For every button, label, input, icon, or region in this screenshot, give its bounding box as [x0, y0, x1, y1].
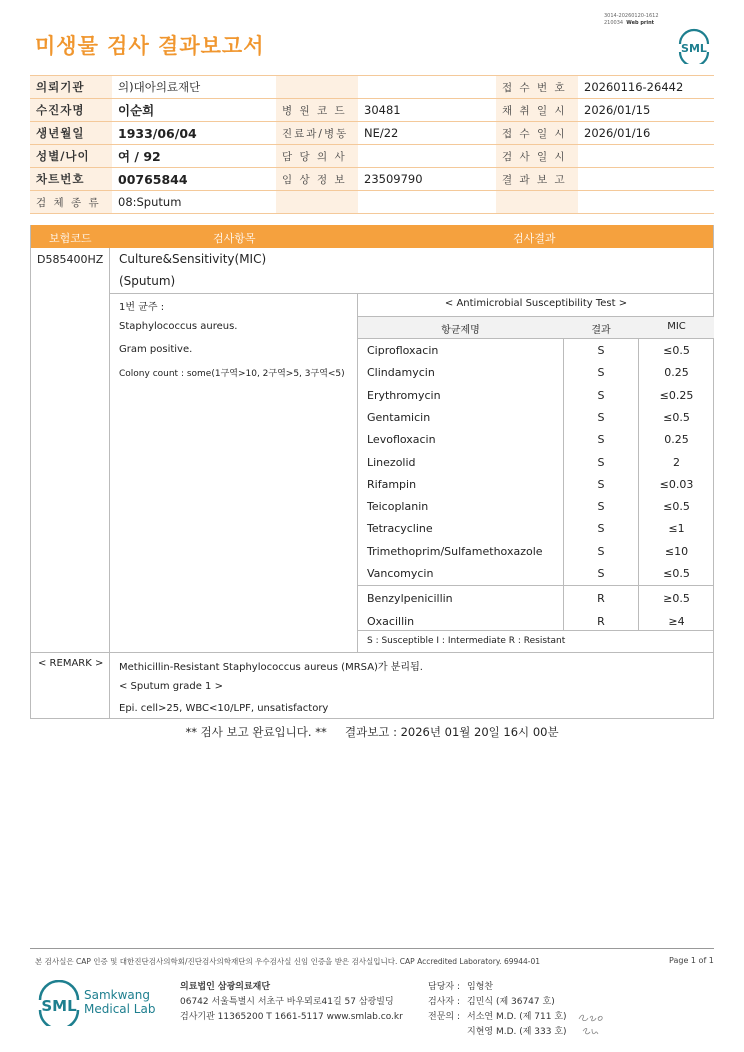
- sus-row: [358, 495, 714, 517]
- report-title: 미생물 검사 결과보고서: [35, 34, 265, 58]
- sus-row: [358, 610, 714, 632]
- info-value: [578, 145, 714, 168]
- staff-name: 서소연 M.D. (제 711 호): [467, 1012, 567, 1022]
- mic-value: ≥4: [668, 614, 685, 628]
- drug-name: Erythromycin: [367, 388, 441, 402]
- info-value: 1933/06/04: [112, 122, 276, 145]
- sus-col-mic: MIC: [667, 321, 686, 332]
- info-label: 진료과/병동: [276, 122, 358, 145]
- info-label: 채 취 일 시: [496, 99, 578, 122]
- drug-name: Vancomycin: [367, 567, 434, 580]
- staff-entry: [428, 980, 567, 995]
- info-label: 차트번호: [30, 168, 112, 191]
- info-label: 의뢰기관: [30, 76, 112, 99]
- logo-text-large: SML: [41, 997, 77, 1015]
- info-label: 접 수 번 호: [496, 76, 578, 99]
- print-id-line1: 3014-20260120-1612: [604, 13, 659, 19]
- sus-row: [358, 384, 714, 406]
- info-label: 병 원 코 드: [276, 99, 358, 122]
- colony-count: Colony count : some(1구역>10, 2구역>5, 3구역<5): [119, 369, 345, 379]
- remark-line1: Methicillin-Resistant Staphylococcus aureus (MRSA)가 분리됨.: [119, 662, 423, 673]
- sus-row: [358, 451, 714, 473]
- drug-name: Benzylpenicillin: [367, 592, 453, 606]
- remark-line3: Epi. cell>25, WBC<10/LPF, unsatisfactory: [119, 703, 329, 714]
- drug-name: Gentamicin: [367, 410, 431, 424]
- mic-value: ≤0.03: [659, 477, 694, 491]
- col-insurance-code: 보험코드: [49, 232, 92, 245]
- brand-line2: Medical Lab: [84, 1002, 156, 1016]
- mic-value: 0.25: [664, 433, 689, 447]
- drug-name: Levofloxacin: [367, 433, 436, 447]
- sus-result: S: [597, 410, 605, 424]
- staff-list: [428, 980, 567, 1040]
- info-row: [30, 168, 714, 191]
- info-label: 생년월일: [30, 122, 112, 145]
- sus-row: [358, 517, 714, 539]
- info-label: [276, 191, 358, 214]
- info-label: [276, 76, 358, 99]
- staff-role: 담당자 :: [428, 982, 460, 992]
- mic-value: ≤0.25: [659, 388, 694, 402]
- sus-result: R: [597, 614, 605, 628]
- sml-logo-icon: [676, 28, 712, 64]
- organism-name: Staphylococcus aureus.: [119, 321, 238, 332]
- info-row: [30, 76, 714, 99]
- info-row: [30, 145, 714, 168]
- brand-name: [84, 988, 155, 1016]
- mic-value: ≤1: [668, 522, 685, 536]
- remark-line2: < Sputum grade 1 >: [119, 681, 223, 692]
- completion-notice: ** 검사 보고 완료입니다. ** 결과보고 : 2026년 01월 20일 16시 00분: [185, 725, 559, 739]
- org-name: 의료법인 삼광의료재단: [180, 982, 271, 992]
- staff-name: 임형찬: [467, 982, 494, 992]
- sus-col-drug: 항균제명: [441, 325, 480, 336]
- info-label: 수진자명: [30, 99, 112, 122]
- staff-entry: [428, 995, 567, 1010]
- brand-line1: Samkwang: [84, 988, 150, 1002]
- footer-divider: [30, 948, 714, 949]
- sus-row: [358, 428, 714, 450]
- sus-result: S: [597, 344, 605, 357]
- info-value: 의)대아의료재단: [112, 76, 276, 99]
- test-name: Culture&Sensitivity(MIC): [119, 252, 267, 266]
- cap-note: 본 검사실은 CAP 인증 및 대한진단검사의학회/진단검사의학재단의 우수검사실 신임 인증을 받은 검사실입니다. CAP Accredited Laboratory. 69944-01: [35, 957, 541, 966]
- sus-row: [358, 339, 714, 361]
- info-value: 20260116-26442: [578, 76, 714, 99]
- info-label: [496, 191, 578, 214]
- info-label: 검 체 종 류: [30, 191, 112, 214]
- org-contact: 검사기관 11365200 T 1661-5117 www.smlab.co.kr: [180, 1012, 403, 1022]
- sus-row: [358, 587, 714, 609]
- col-test-item: 검사항목: [213, 232, 256, 245]
- info-row: [30, 191, 714, 214]
- sml-logo-large-icon: [36, 980, 82, 1026]
- info-value: 00765844: [112, 168, 276, 191]
- info-label: 성별/나이: [30, 145, 112, 168]
- sus-result: S: [597, 500, 605, 514]
- grid-line: [109, 293, 714, 294]
- print-id: [604, 13, 659, 26]
- info-label: 접 수 일 시: [496, 122, 578, 145]
- patient-info-table: [30, 75, 714, 214]
- sus-row: [358, 473, 714, 495]
- sus-result: S: [597, 477, 605, 491]
- drug-name: Linezolid: [367, 455, 416, 469]
- info-label: 검 사 일 시: [496, 145, 578, 168]
- info-value: [578, 191, 714, 214]
- grid-line: [109, 248, 110, 719]
- drug-name: Tetracycline: [367, 522, 433, 536]
- logo-text: SML: [681, 42, 707, 55]
- mic-value: ≤0.5: [663, 500, 690, 514]
- info-value: 이순희: [112, 99, 276, 122]
- sus-result: S: [597, 455, 605, 469]
- page-number: Page 1 of 1: [669, 956, 714, 965]
- mic-value: 2: [673, 455, 680, 469]
- print-id-code: 210034: [604, 19, 624, 26]
- sus-result: S: [597, 544, 605, 558]
- sus-row: [358, 361, 714, 383]
- mic-value: ≤0.5: [663, 410, 690, 424]
- drug-name: Trimethoprim/Sulfamethoxazole: [367, 544, 543, 558]
- grid-line: [357, 585, 714, 586]
- info-value: [358, 76, 496, 99]
- info-label: 결 과 보 고: [496, 168, 578, 191]
- info-row: [30, 122, 714, 145]
- info-value: [358, 191, 496, 214]
- info-value: 2026/01/15: [578, 99, 714, 122]
- info-value: 30481: [358, 99, 496, 122]
- sus-result: S: [597, 366, 605, 380]
- info-value: NE/22: [358, 122, 496, 145]
- staff-name: 지현영 M.D. (제 333 호): [467, 1027, 567, 1037]
- org-info: [180, 980, 403, 1025]
- sus-result: S: [597, 433, 605, 447]
- sus-result: R: [597, 592, 605, 606]
- sus-col-result: 결과: [591, 325, 611, 336]
- col-test-result: 검사결과: [513, 232, 556, 245]
- staff-entry: [428, 1010, 567, 1025]
- sus-row: [358, 540, 714, 562]
- info-value: 08:Sputum: [112, 191, 276, 214]
- signature-icon: [577, 1011, 609, 1039]
- mic-value: ≤10: [664, 544, 689, 558]
- remark-label: < REMARK >: [38, 658, 104, 669]
- drug-name: Clindamycin: [367, 366, 435, 380]
- info-value: 2026/01/16: [578, 122, 714, 145]
- print-id-tag: Web print: [626, 19, 655, 26]
- mic-value: ≤0.5: [663, 344, 690, 357]
- gram-stain: Gram positive.: [119, 344, 193, 355]
- mic-value: ≥0.5: [663, 592, 690, 606]
- info-value: 23509790: [358, 168, 496, 191]
- info-row: [30, 99, 714, 122]
- staff-name: 김민식 (제 36747 호): [467, 997, 555, 1007]
- organism-label: 1번 균주 :: [119, 302, 165, 313]
- sus-row: [358, 562, 714, 584]
- info-value: [358, 145, 496, 168]
- sus-legend: S : Susceptible I : Intermediate R : Resistant: [367, 636, 566, 646]
- mic-value: ≤0.5: [663, 567, 690, 580]
- drug-name: Rifampin: [367, 477, 417, 491]
- info-label: 담 당 의 사: [276, 145, 358, 168]
- sus-result: S: [597, 522, 605, 536]
- grid-line: [30, 652, 714, 653]
- staff-role: 검사자 :: [428, 997, 460, 1007]
- test-specimen: (Sputum): [119, 274, 176, 288]
- info-value: [578, 168, 714, 191]
- sus-result: S: [597, 567, 605, 580]
- drug-name: Ciprofloxacin: [367, 344, 439, 357]
- sus-row: [358, 406, 714, 428]
- staff-entry: [428, 1025, 567, 1040]
- insurance-code: D585400HZ: [37, 253, 104, 266]
- staff-role: 전문의 :: [428, 1012, 460, 1022]
- drug-name: Oxacillin: [367, 614, 415, 628]
- drug-name: Teicoplanin: [367, 500, 429, 514]
- info-label: 임 상 정 보: [276, 168, 358, 191]
- mic-value: 0.25: [664, 366, 689, 380]
- sus-title: < Antimicrobial Susceptibility Test >: [444, 298, 628, 309]
- org-address: 06742 서울특별시 서초구 바우뫼로41길 57 삼광빌딩: [180, 997, 394, 1007]
- sus-result: S: [597, 388, 605, 402]
- info-value: 여 / 92: [112, 145, 276, 168]
